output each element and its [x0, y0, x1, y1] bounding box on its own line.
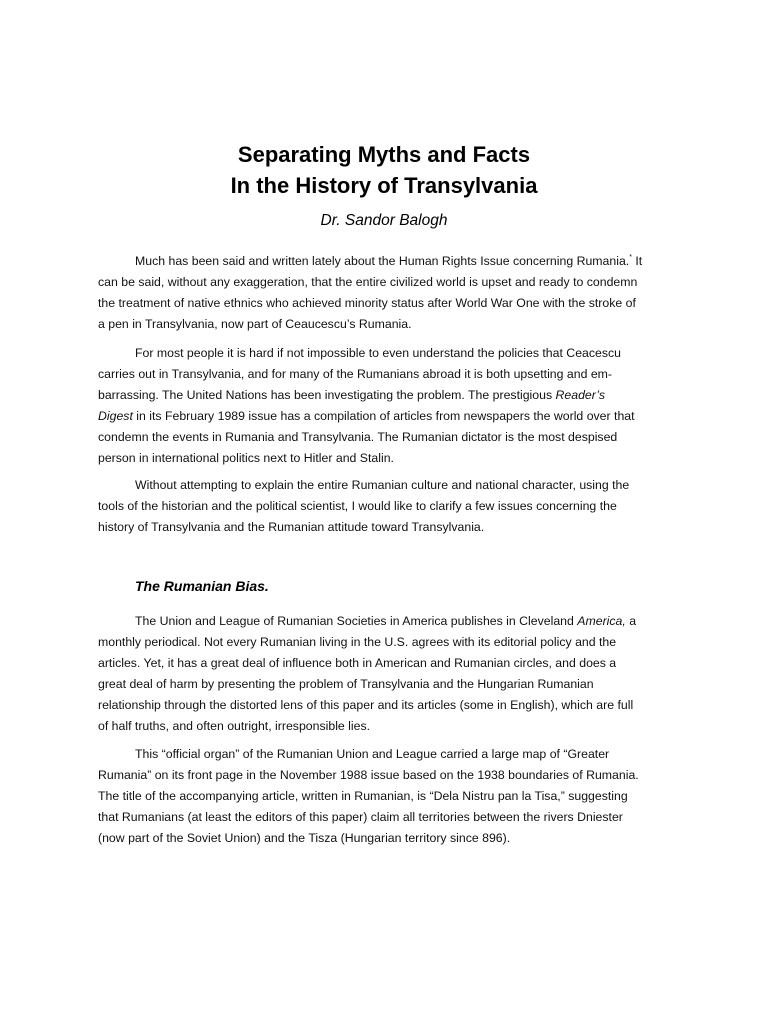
document-title-line-1: Separating Myths and Facts	[237, 142, 531, 167]
text-line: (now part of the Soviet Union) and the Tisza (Hungarian territory since 896).	[98, 831, 511, 845]
text-line: articles. Yet, it has a great deal of influence both in American and Rumanian circles, and does a	[98, 656, 617, 670]
section-heading: The Rumanian Bias.	[135, 578, 269, 594]
text-line: For most people it is hard if not impossible to even understand the policies that Ceacescu	[135, 346, 621, 360]
text-line: person in international politics next to Hitler and Stalin.	[98, 451, 394, 465]
text-line: monthly periodical. Not every Rumanian living in the U.S. agrees with its editorial policy and the	[98, 635, 617, 649]
footnote-marker: *	[629, 254, 632, 261]
text-line: the treatment of native ethnics who achieved minority status after World War One with the stroke of	[98, 296, 636, 310]
text-line	[135, 254, 642, 268]
italic-title: America,	[577, 614, 626, 628]
text-line: tools of the historian and the political scientist, I would like to clarify a few issues concerning the	[98, 499, 617, 513]
text-line: Rumania” on its front page in the November 1988 issue based on the 1938 boundaries of Rumania.	[98, 768, 639, 782]
text-span: barrassing. The United Nations has been investigating the problem. The prestigious	[98, 388, 556, 402]
text-line: can be said, without any exaggeration, that the entire civilized world is upset and ready to condemn	[98, 275, 638, 289]
italic-title: Reader’s	[555, 388, 605, 402]
italic-title: Digest	[98, 409, 133, 423]
text-line: that Rumanians (at least the editors of this paper) claim all territories between the rivers Dniester	[98, 810, 623, 824]
text-line: Without attempting to explain the entire Rumanian culture and national character, using the	[135, 478, 630, 492]
document-author: Dr. Sandor Balogh	[320, 212, 448, 229]
text-line: a pen in Transylvania, now part of Ceaucescu’s Rumania.	[98, 317, 412, 331]
text-span: The Union and League of Rumanian Societies in America publishes in Cleveland	[135, 614, 578, 628]
text-line: relationship through the distorted lens of this paper and its articles (some in English), which are full	[98, 698, 634, 712]
text-line	[135, 614, 636, 628]
text-line: history of Transylvania and the Rumanian attitude toward Transylvania.	[98, 520, 485, 534]
text-span: a	[625, 614, 637, 628]
document-title-line-2: In the History of Transylvania	[230, 173, 538, 198]
text-line: carries out in Transylvania, and for many of the Rumanians abroad it is both upsetting and em-	[98, 367, 613, 381]
text-line: great deal of harm by presenting the problem of Transylvania and the Hungarian Rumanian	[98, 677, 594, 691]
text-line: This “official organ” of the Rumanian Union and League carried a large map of “Greater	[135, 747, 610, 761]
text-span: It	[631, 254, 643, 268]
text-line: condemn the events in Rumania and Transylvania. The Rumanian dictator is the most despised	[98, 430, 618, 444]
text-line	[98, 409, 635, 423]
text-span: in its February 1989 issue has a compilation of articles from newspapers the world over that	[132, 409, 635, 423]
text-line	[98, 388, 605, 402]
text-span: Much has been said and written lately about the Human Rights Issue concerning Rumania.	[135, 254, 630, 268]
text-line: The title of the accompanying article, written in Rumanian, is “Dela Nistru pan la Tisa,” suggesting	[98, 789, 628, 803]
text-line: of half truths, and often outright, irresponsible lies.	[98, 719, 371, 733]
